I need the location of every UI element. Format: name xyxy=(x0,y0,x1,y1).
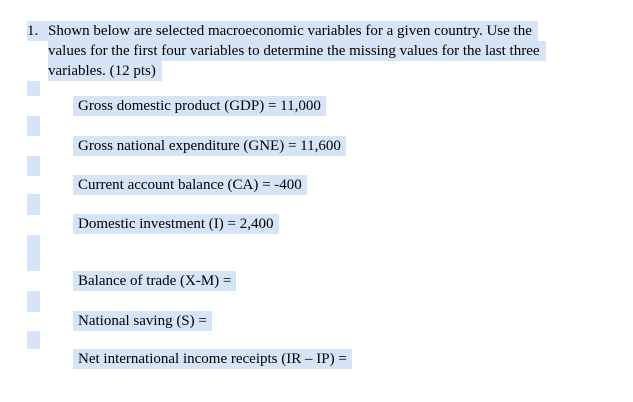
question-text-line-2: values for the first four variables to determine the missing values for the last three xyxy=(48,43,540,59)
empty-paragraph-marker xyxy=(27,291,40,312)
variable-current-account: Current account balance (CA) = -400 xyxy=(73,175,307,195)
question-line-1 xyxy=(27,21,538,41)
empty-paragraph-marker xyxy=(27,156,40,176)
question-number: 1. xyxy=(27,23,39,39)
variable-gne: Gross national expenditure (GNE) = 11,600 xyxy=(73,136,346,156)
variable-domestic-investment: Domestic investment (I) = 2,400 xyxy=(73,214,279,234)
variable-gdp: Gross domestic product (GDP) = 11,000 xyxy=(73,96,326,116)
variable-net-income-receipts: Net international income receipts (IR – IP) = xyxy=(73,349,352,369)
question-line-3 xyxy=(48,61,162,81)
variable-national-saving: National saving (S) = xyxy=(73,311,212,331)
empty-paragraph-marker xyxy=(27,81,40,96)
empty-paragraph-marker xyxy=(27,116,40,136)
question-text-line-1: Shown below are selected macroeconomic variables for a given country. Use the xyxy=(48,23,532,39)
empty-paragraph-marker xyxy=(27,235,40,271)
question-line-2 xyxy=(48,41,546,61)
empty-paragraph-marker xyxy=(27,331,40,349)
question-text-line-3: variables. (12 pts) xyxy=(48,63,156,79)
empty-paragraph-marker xyxy=(27,194,40,215)
variable-balance-of-trade: Balance of trade (X-M) = xyxy=(73,271,236,291)
